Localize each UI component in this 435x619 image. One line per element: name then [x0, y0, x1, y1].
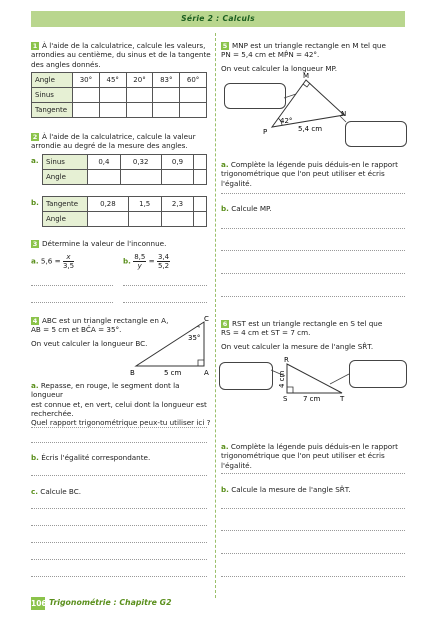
answer-line[interactable] — [31, 442, 207, 443]
answer-cell[interactable] — [126, 103, 153, 118]
exercise-2-statement: 2 À l'aide de la calculatrice, calcule la valeur arrondie au degré de la mesure des angles. — [31, 132, 196, 151]
exercise-6-number: 6 — [222, 320, 228, 328]
answer-cell[interactable] — [73, 88, 100, 103]
empty-cell — [194, 155, 207, 170]
answer-line[interactable] — [221, 553, 405, 554]
exercise-3-statement: 3 Détermine la valeur de l'inconnue. — [32, 239, 167, 248]
exercise-6-statement: 6 RST est un triangle rectangle en S tel que RS = 4 cm et ST = 7 cm. On veut calculer la mesure de l'angle SR̂T. — [221, 319, 383, 351]
answer-line[interactable] — [221, 473, 405, 474]
side-ab-label: 5 cm — [164, 369, 182, 377]
answer-line[interactable] — [31, 542, 207, 543]
angle-arc — [198, 327, 201, 328]
triangle-rst — [287, 364, 342, 393]
vertex-a: A — [204, 369, 209, 377]
triangle-abc-figure — [130, 314, 212, 380]
answer-cell[interactable] — [161, 212, 194, 227]
vertex-r: R — [284, 356, 289, 364]
answer-line[interactable] — [31, 427, 207, 428]
exercise-1-table: Angle 30° 45° 20° 83° 60° Sinus Tangente — [31, 72, 207, 118]
angle-c-label: 35° — [188, 334, 201, 342]
answer-line[interactable] — [31, 576, 207, 577]
answer-line[interactable] — [31, 508, 207, 509]
triangle-rst-figure — [270, 352, 360, 404]
answer-line[interactable] — [221, 273, 405, 274]
answer-line[interactable] — [221, 250, 405, 251]
side-pn-label: 5,4 cm — [298, 125, 323, 133]
answer-cell[interactable] — [194, 212, 207, 227]
vertex-b: B — [130, 369, 135, 377]
exercise-6a: a. Complète la légende puis déduis-en le rapport trigonométrique que l'on peut utiliser et écris l'égalité. — [221, 442, 398, 470]
answer-line[interactable] — [221, 508, 405, 509]
answer-line[interactable] — [123, 285, 207, 286]
answer-line[interactable] — [31, 475, 207, 476]
answer-cell[interactable] — [120, 170, 161, 185]
answer-line[interactable] — [221, 576, 405, 577]
vertex-s: S — [283, 395, 288, 403]
exercise-2-number: 2 — [32, 133, 38, 141]
exercise-5-number: 5 — [222, 42, 228, 50]
section-title: Série 2 : Calculs — [181, 14, 255, 23]
equation-b: b. $\frac{8,5}{y}$ = $\frac{3,4}{5,2}$ — [123, 253, 170, 270]
answer-cell[interactable] — [126, 88, 153, 103]
answer-cell[interactable] — [180, 88, 207, 103]
answer-cell[interactable] — [128, 212, 161, 227]
exercise-4b: b. Écris l'égalité correspondante. — [31, 453, 151, 462]
vertex-n: N — [341, 110, 347, 118]
exercise-3-number: 3 — [32, 240, 38, 248]
chapter-title: Trigonométrie : Chapitre G2 — [49, 598, 172, 607]
answer-line[interactable] — [31, 285, 113, 286]
exercise-4-number: 4 — [32, 317, 38, 325]
answer-line[interactable] — [221, 228, 405, 229]
answer-cell[interactable] — [180, 103, 207, 118]
empty-cell — [194, 197, 207, 212]
page-number: 106 — [31, 599, 47, 608]
exercise-2b-table: Tangente 0,28 1,5 2,3 Angle — [42, 196, 207, 227]
answer-cell[interactable] — [73, 103, 100, 118]
exercise-2a-table: Sinus 0,4 0,32 0,9 Angle — [42, 154, 207, 185]
answer-line[interactable] — [221, 530, 405, 531]
exercise-5b: b. Calcule MP. — [221, 204, 272, 213]
answer-cell[interactable] — [153, 103, 180, 118]
answer-cell[interactable] — [99, 103, 126, 118]
answer-cell[interactable] — [161, 170, 194, 185]
equation-a: a. 5,6 = $\frac{x}{3,5}$ — [31, 253, 75, 270]
answer-cell[interactable] — [194, 170, 207, 185]
right-angle-mark — [303, 83, 310, 87]
vertex-p: P — [263, 128, 268, 136]
part-b-label: b. — [31, 198, 39, 207]
answer-cell[interactable] — [88, 170, 121, 185]
exercise-6b: b. Calcule la mesure de l'angle SR̂T. — [221, 485, 351, 494]
column-divider — [215, 33, 216, 598]
right-angle-mark — [287, 387, 293, 393]
exercise-4a: a. Repasse, en rouge, le segment dont la longueur est connue et, en vert, celui dont la longueur est recherchée. Quel rapport trigonométrique peux-tu utiliser ici ? — [31, 381, 211, 428]
vertex-t: T — [340, 395, 345, 403]
answer-cell[interactable] — [153, 88, 180, 103]
exercise-1-number: 1 — [32, 42, 38, 50]
section-header — [31, 11, 405, 27]
answer-line[interactable] — [31, 302, 113, 303]
answer-line[interactable] — [123, 302, 207, 303]
answer-line[interactable] — [221, 296, 405, 297]
triangle-abc — [136, 322, 204, 366]
answer-cell[interactable] — [88, 212, 129, 227]
answer-line[interactable] — [31, 559, 207, 560]
vertex-c: C — [204, 315, 209, 323]
side-st-label: 7 cm — [303, 395, 321, 403]
exercise-4-statement: 4 ABC est un triangle rectangle en A, AB = 5 cm et BĈA = 35°. On veut calculer la longueur BC. — [31, 316, 169, 348]
triangle-mnp-figure — [260, 72, 360, 140]
right-angle-mark — [198, 360, 204, 366]
side-rs-label: 4 cm — [278, 370, 286, 388]
angle-p-label: 42° — [280, 117, 293, 125]
exercise-4c: c. Calcule BC. — [31, 487, 82, 496]
bubble-pointer-2 — [330, 374, 349, 384]
legend-bubble-1[interactable] — [219, 362, 273, 390]
exercise-5-statement: 5 MNP est un triangle rectangle en M tel que PN = 5,4 cm et MP̂N = 42°. On veut calculer la longueur MP. — [221, 41, 386, 73]
answer-line[interactable] — [221, 193, 405, 194]
answer-cell[interactable] — [99, 88, 126, 103]
vertex-m: M — [303, 72, 310, 80]
part-a-label: a. — [31, 156, 39, 165]
exercise-1-statement: 1 À l'aide de la calculatrice, calcule les valeurs, arrondies au centième, du sinus et de la tangente des angles donnés. — [31, 41, 211, 69]
exercise-5a: a. Complète la légende puis déduis-en le rapport trigonométrique que l'on peut utiliser et écris l'égalité. — [221, 160, 398, 188]
answer-line[interactable] — [31, 525, 207, 526]
